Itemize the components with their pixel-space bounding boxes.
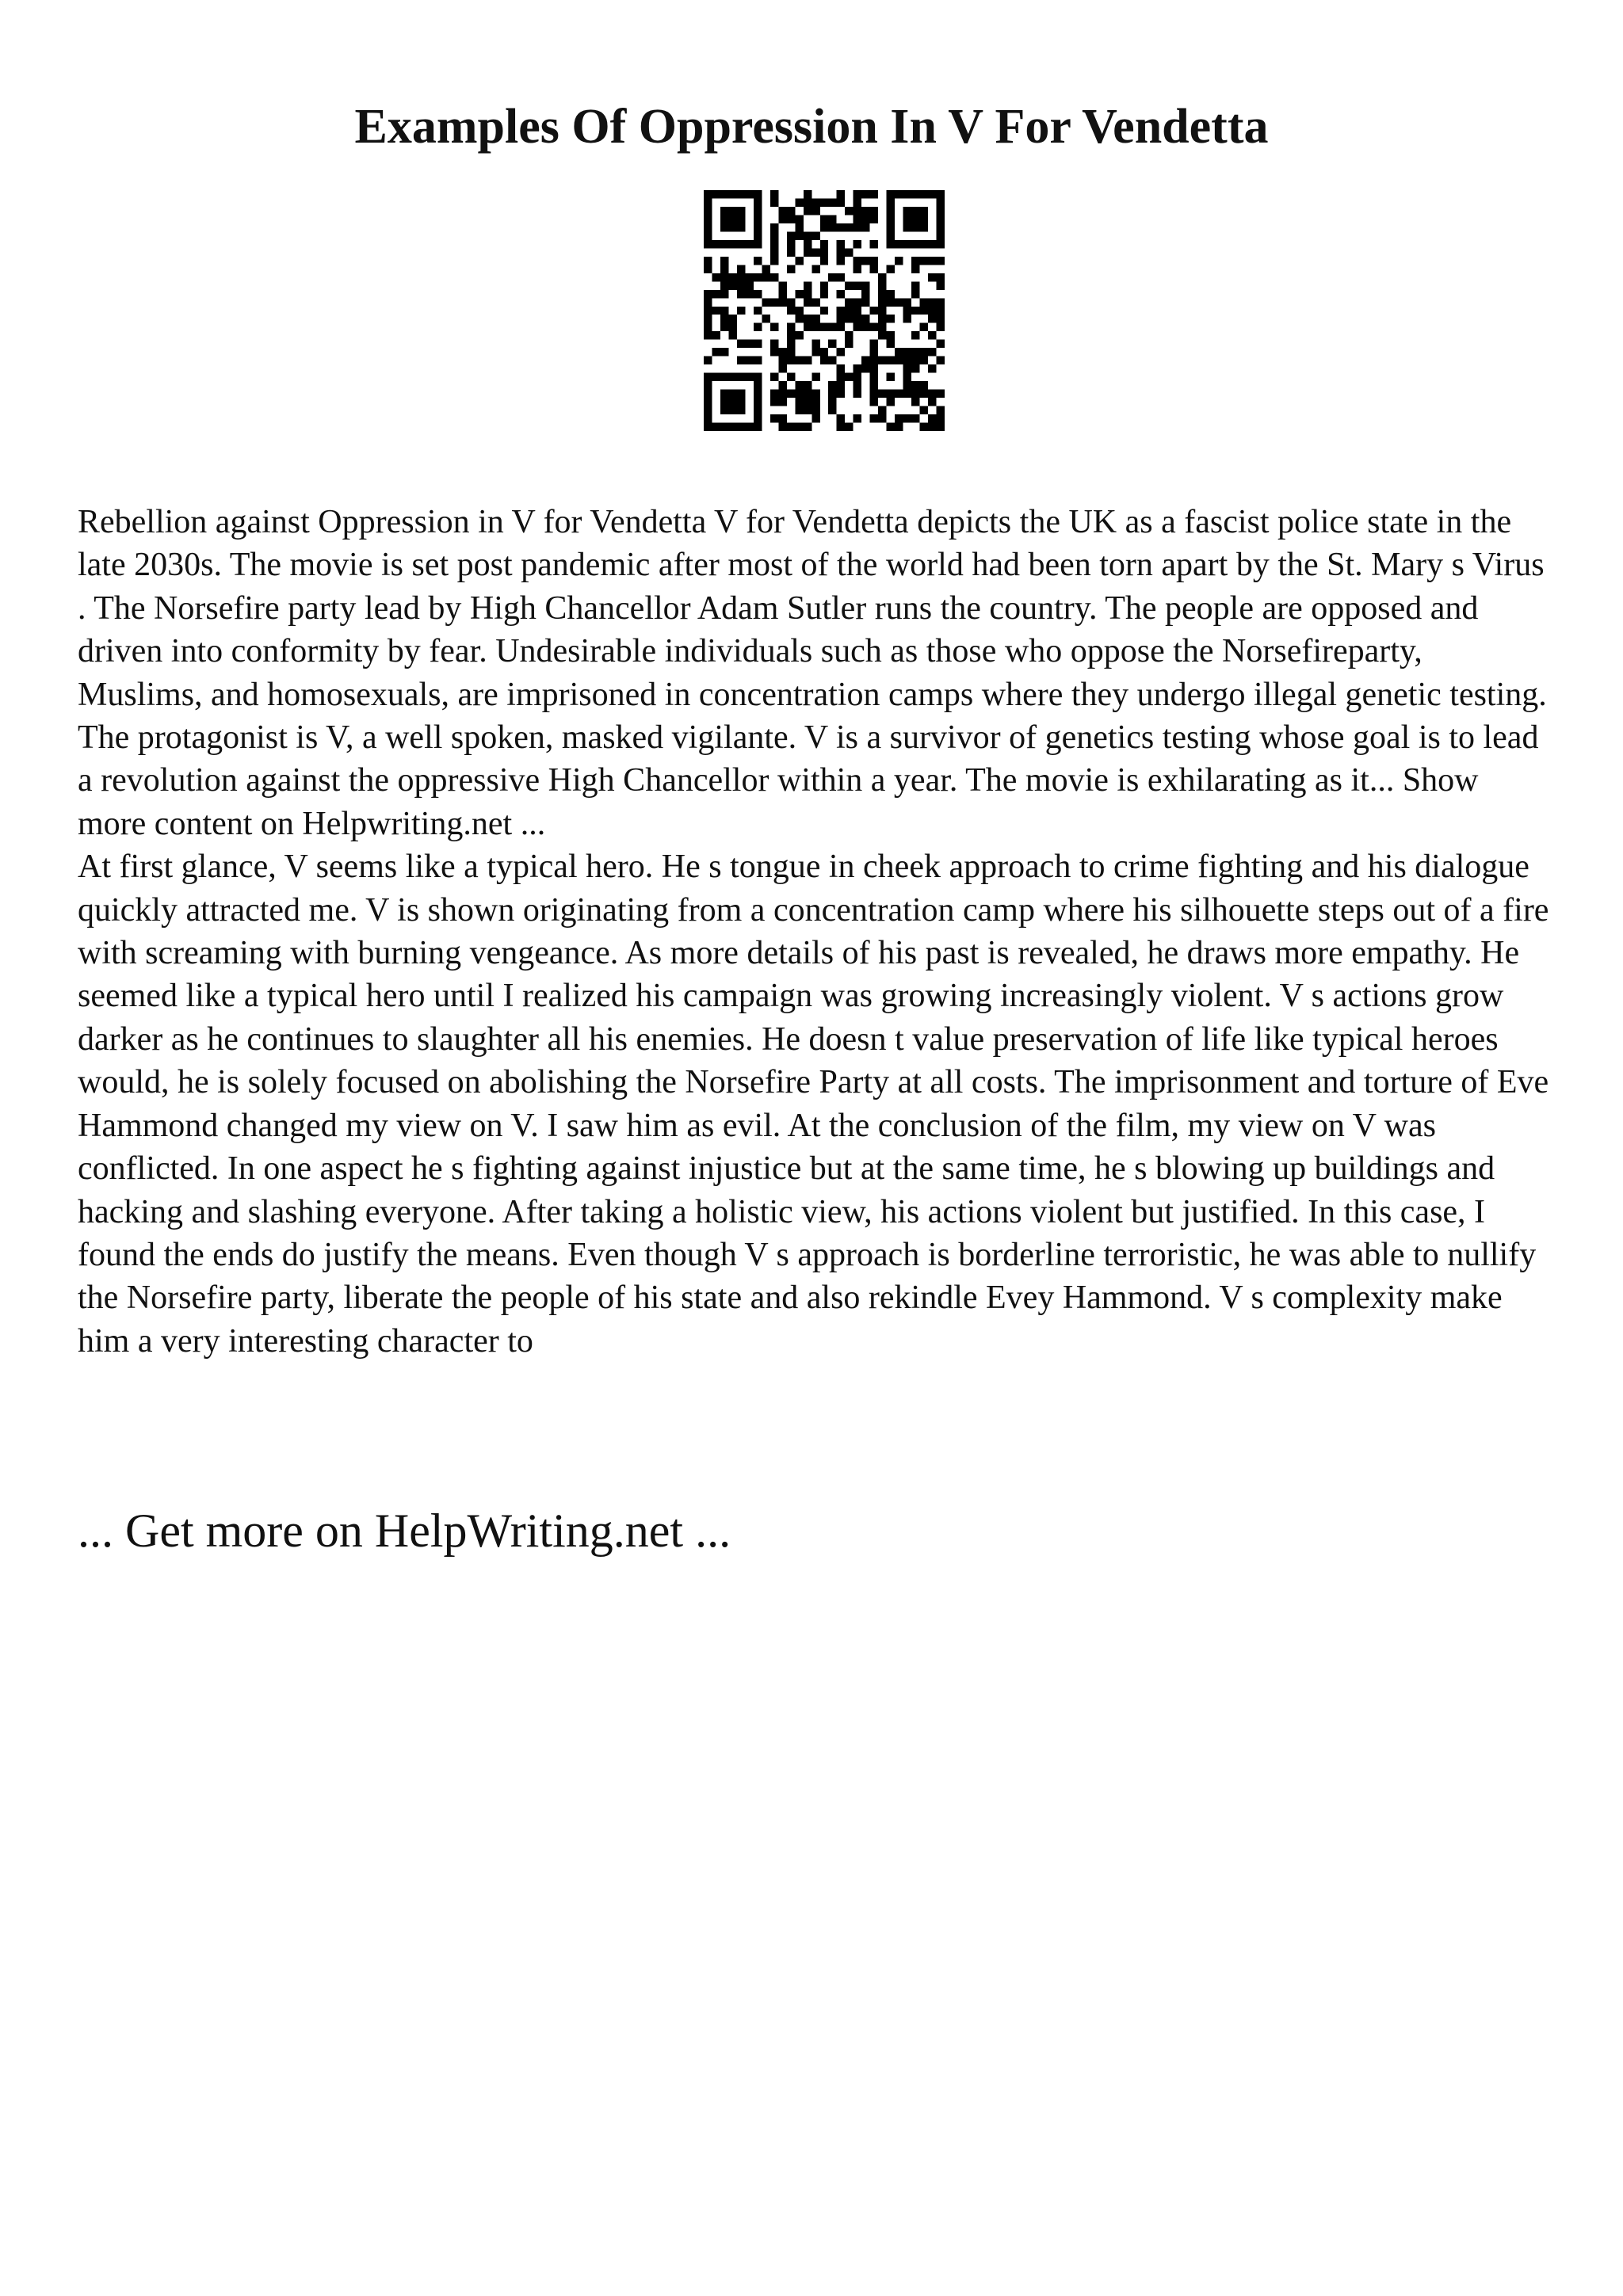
document-body: [78, 501, 1552, 1363]
get-more-link[interactable]: ... Get more on HelpWriting.net ...: [78, 1505, 731, 1557]
document-title: Examples Of Oppression In V For Vendetta: [354, 100, 1269, 154]
qr-code-icon: [704, 190, 945, 431]
paragraph-2: At first glance, V seems like a typical hero. He s tongue in cheek approach to crime fighting and his dialogue quickly attracted me. V is shown originating from a concentration camp where his silhouette steps out of a fire with screaming with burning vengeance. As more details of his past is revealed, he draws more empathy. He seemed like a typical hero until I realized his campaign was growing increasingly violent. V s actions grow darker as he continues to slaughter all his enemies. He doesn t value preservation of life like typical heroes would, he is solely focused on abolishing the Norsefire Party at all costs. The imprisonment and torture of Eve Hammond changed my view on V. I saw him as evil. At the conclusion of the film, my view on V was conflicted. In one aspect he s fighting against injustice but at the same time, he s blowing up buildings and hacking and slashing everyone. After taking a holistic view, his actions violent but justified. In this case, I found the ends do justify the means. Even though V s approach is borderline terroristic, he was able to nullify the Norsefire party, liberate the people of his state and also rekindle Evey Hammond. V s complexity make him a very interesting character to: [78, 849, 1549, 1360]
paragraph-1: Rebellion against Oppression in V for Vendetta V for Vendetta depicts the UK as a fascist police state in the late 2030s. The movie is set post pandemic after most of the world had been torn apart by the St. Mary s Virus . The Norsefire party lead by High Chancellor Adam Sutler runs the country. The people are opposed and driven into conformity by fear. Undesirable individuals such as those who oppose the Norsefireparty, Muslims, and homosexuals, are imprisoned in concentration camps where they undergo illegal genetic testing. The protagonist is V, a well spoken, masked vigilante. V is a survivor of genetics testing whose goal is to lead a revolution against the oppressive High Chancellor within a year. The movie is exhilarating as it... Show more content on Helpwriting.net ...: [78, 504, 1547, 842]
